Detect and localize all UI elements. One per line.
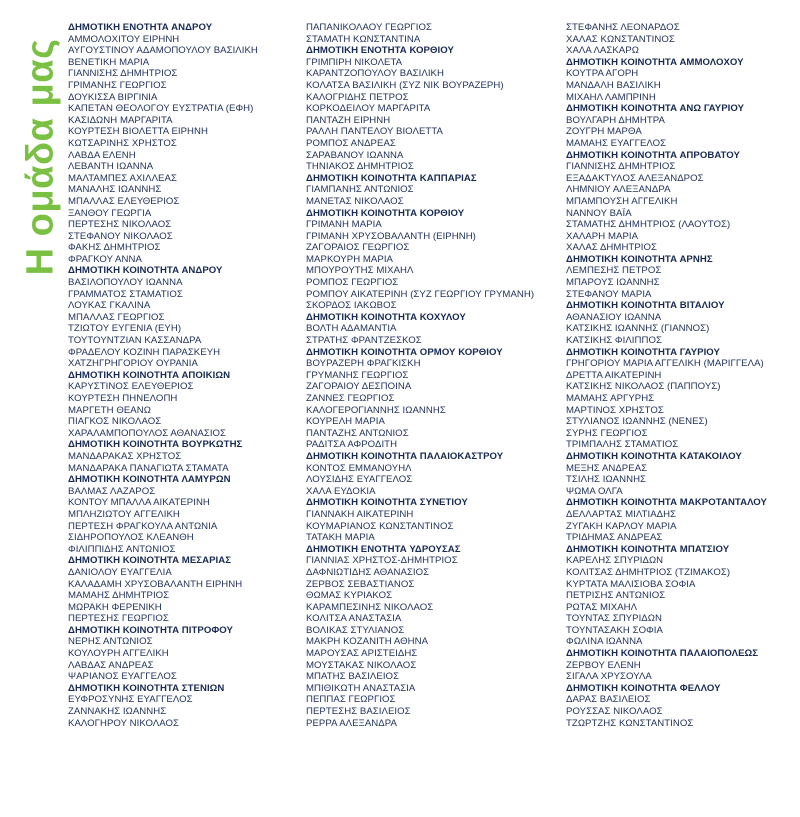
member-name: ΠΑΝΤΑΖΗΣ ΑΝΤΩΝΙΟΣ	[306, 427, 409, 439]
member-name: ΒΟΥΡΑΖΕΡΗ ΦΡΑΓΚΙΣΚΗ	[306, 358, 421, 370]
page-title: Η ομάδα μας	[19, 38, 61, 276]
member-name: ΜΠΙΘΙΚΩΤΗ ΑΝΑΣΤΑΣΙΑ	[306, 682, 416, 694]
member-name: ΣΤΕΦΑΝΟΥ ΜΑΡΙΑ	[566, 288, 652, 300]
member-name: ΜΑΜΑΗΣ ΔΗΜΗΤΡΙΟΣ	[68, 590, 170, 602]
member-name: ΠΙΑΓΚΟΣ ΝΙΚΟΛΑΟΣ	[68, 416, 162, 428]
section-heading: ΔΗΜΟΤΙΚΗ ΚΟΙΝΟΤΗΤΑ ΚΟΡΘΙΟΥ	[306, 207, 465, 219]
section-heading: ΔΗΜΟΤΙΚΗ ΚΟΙΝΟΤΗΤΑ ΚΑΠΠΑΡΙΑΣ	[306, 172, 477, 184]
member-name: ΤΗΝΙΑΚΟΣ ΔΗΜΗΤΡΙΟΣ	[306, 161, 414, 173]
member-name: ΚΑΡΥΣΤΙΝΟΣ ΕΛΕΥΘΕΡΙΟΣ	[68, 381, 194, 393]
section-heading: ΔΗΜΟΤΙΚΗ ΚΟΙΝΟΤΗΤΑ ΣΤΕΝΙΩΝ	[68, 682, 225, 694]
member-name: ΧΑΛΑΣ ΚΩΝΣΤΑΝΤΙΝΟΣ	[566, 33, 675, 45]
member-name: ΘΩΜΑΣ ΚΥΡΙΑΚΟΣ	[306, 590, 393, 602]
member-name: ΞΑΝΘΟΥ ΓΕΩΡΓΙΑ	[68, 207, 152, 219]
member-name: ΜΩΡΑΚΗ ΦΕΡΕΝΙΚΗ	[68, 601, 162, 613]
member-name: ΜΠΑΜΠΟΥΣΗ ΑΓΓΕΛΙΚΗ	[566, 195, 678, 207]
member-name: ΚΑΛΟΓΡΙΔΗΣ ΠΕΤΡΟΣ	[306, 91, 409, 103]
member-name: ΜΑΡΟΥΣΑΣ ΑΡΙΣΤΕΙΔΗΣ	[306, 648, 418, 660]
section-heading: ΔΗΜΟΤΙΚΗ ΚΟΙΝΟΤΗΤΑ ΛΑΜΥΡΩΝ	[68, 474, 231, 486]
member-name: ΡΟΜΠΟΣ ΓΕΩΡΓΙΟΣ	[306, 277, 399, 289]
member-name: ΓΡΙΜΑΝΗ ΧΡΥΣΟΒΑΛΑΝΤΗ (ΕΙΡΗΝΗ)	[306, 230, 476, 242]
names-column-1	[68, 22, 294, 729]
member-name: ΣΤΥΛΙΑΝΟΣ ΙΩΑΝΝΗΣ (ΝΕΝΕΣ)	[566, 416, 708, 428]
member-name: ΔΟΥΚΙΣΣΑ ΒΙΡΓΙΝΙΑ	[68, 91, 158, 103]
member-name: ΚΑΛΑΔΑΜΗ ΧΡΥΣΟΒΑΛΑΝΤΗ ΕΙΡΗΝΗ	[68, 578, 243, 590]
member-name: ΜΑΡΚΟΥΡΗ ΜΑΡΙΑ	[306, 253, 393, 265]
member-name: ΛΕΒΑΝΤΗ ΙΩΑΝΝΑ	[68, 161, 154, 173]
member-name: ΜΠΑΡΟΥΣ ΙΩΑΝΝΗΣ	[566, 277, 660, 289]
member-name: ΚΩΤΣΑΡΙΝΗΣ ΧΡΗΣΤΟΣ	[68, 137, 177, 149]
member-name: ΜΑΚΡΗ ΚΟΖΑΝΙΤΗ ΑΘΗΝΑ	[306, 636, 429, 648]
member-name: ΚΑΡΑΝΤΖΟΠΟΥΛΟΥ ΒΑΣΙΛΙΚΗ	[306, 68, 444, 80]
member-name: ΤΡΙΜΠΑΛΗΣ ΣΤΑΜΑΤΙΟΣ	[566, 439, 679, 451]
member-name: ΚΟΛΑΤΣΑ ΒΑΣΙΛΙΚΗ (ΣΥΖ ΝΙΚ ΒΟΥΡΑΖΕΡΗ)	[306, 79, 504, 91]
member-name: ΧΑΛΑΣ ΔΗΜΗΤΡΙΟΣ	[566, 242, 657, 254]
member-name: ΓΡΗΓΟΡΙΟΥ ΜΑΡΙΑ ΑΓΓΕΛΙΚΗ (ΜΑΡΙΓΓΕΛΑ)	[566, 358, 764, 370]
member-name: ΤΣΙΛΗΣ ΙΩΑΝΝΗΣ	[566, 474, 647, 486]
member-name: ΖΑΓΟΡΑΙΟΣ ΓΕΩΡΓΙΟΣ	[306, 242, 410, 254]
names-column-3	[566, 22, 798, 729]
member-name: ΜΠΟΥΡΟΥΤΗΣ ΜΙΧΑΗΛ	[306, 265, 414, 277]
member-name: ΦΙΛΙΠΠΙΔΗΣ ΑΝΤΩΝΙΟΣ	[68, 543, 176, 555]
section-heading: ΔΗΜΟΤΙΚΗ ΚΟΙΝΟΤΗΤΑ ΜΕΣΑΡΙΑΣ	[68, 555, 232, 567]
section-heading: ΔΗΜΟΤΙΚΗ ΚΟΙΝΟΤΗΤΑ ΠΙΤΡΟΦΟΥ	[68, 624, 233, 636]
member-name: ΚΟΥΡΤΕΣΗ ΒΙΟΛΕΤΤΑ ΕΙΡΗΝΗ	[68, 126, 208, 138]
member-name: ΦΑΚΗΣ ΔΗΜΗΤΡΙΟΣ	[68, 242, 161, 254]
member-name: ΡΕΡΡΑ ΑΛΕΞΑΝΔΡΑ	[306, 717, 397, 729]
member-name: ΧΑΛΑΡΗ ΜΑΡΙΑ	[566, 230, 639, 242]
member-name: ΖΑΝΝΑΚΗΣ ΙΩΑΝΝΗΣ	[68, 706, 167, 718]
member-name: ΚΟΥΤΡΑ ΑΓΟΡΗ	[566, 68, 639, 80]
member-name: ΖΕΡΒΟΥ ΕΛΕΝΗ	[566, 659, 641, 671]
member-name: ΚΟΛΙΤΣΑΣ ΔΗΜΗΤΡΙΟΣ (ΤΖΙΜΑΚΟΣ)	[566, 566, 731, 578]
member-name: ΠΕΠΠΑΣ ΓΕΩΡΓΙΟΣ	[306, 694, 396, 706]
section-heading: ΔΗΜΟΤΙΚΗ ΚΟΙΝΟΤΗΤΑ ΜΑΚΡΟΤΑΝΤΑΛΟΥ	[566, 497, 767, 509]
member-name: ΚΑΡΕΛΗΣ ΣΠΥΡΙΔΩΝ	[566, 555, 664, 567]
member-name: ΚΟΥΜΑΡΙΑΝΟΣ ΚΩΝΣΤΑΝΤΙΝΟΣ	[306, 520, 454, 532]
member-name: ΔΑΦΝΙΩΤΙΔΗΣ ΑΘΑΝΑΣΙΟΣ	[306, 566, 430, 578]
member-name: ΝΕΡΗΣ ΑΝΤΩΝΙΟΣ	[68, 636, 153, 648]
member-name: ΚΟΥΡΤΕΣΗ ΠΗΝΕΛΟΠΗ	[68, 393, 178, 404]
member-name: ΜΑΝΑΛΗΣ ΙΩΑΝΝΗΣ	[68, 184, 162, 196]
member-name: ΣΚΟΡΔΟΣ ΙΑΚΩΒΟΣ	[306, 300, 397, 312]
member-name: ΚΑΤΣΙΚΗΣ ΝΙΚΟΛΑΟΣ (ΠΑΠΠΟΥΣ)	[566, 381, 721, 393]
section-heading: ΔΗΜΟΤΙΚΗ ΚΟΙΝΟΤΗΤΑ ΒΟΥΡΚΩΤΗΣ	[68, 439, 243, 451]
member-name: ΣΙΔΗΡΟΠΟΥΛΟΣ ΚΛΕΑΝΘΗ	[68, 532, 194, 544]
member-name: ΓΙΑΜΠΑΝΗΣ ΑΝΤΩΝΙΟΣ	[306, 184, 414, 196]
member-name: ΜΑΝΔΑΡΑΚΑΣ ΧΡΗΣΤΟΣ	[68, 450, 182, 462]
member-name: ΡΟΜΠΟΣ ΑΝΔΡΕΑΣ	[306, 137, 396, 149]
member-name: ΓΙΑΝΝΙΣΗΣ ΔΗΜΗΤΡΙΟΣ	[68, 68, 178, 80]
member-name: ΣΤΡΑΤΗΣ ΦΡΑΝΤΖΕΣΚΟΣ	[306, 335, 422, 347]
member-name: ΕΥΦΡΟΣΥΝΗΣ ΕΥΑΓΓΕΛΟΣ	[68, 694, 193, 706]
section-heading: ΔΗΜΟΤΙΚΗ ΚΟΙΝΟΤΗΤΑ ΑΡΝΗΣ	[566, 253, 713, 265]
page-title-block	[18, 22, 63, 292]
section-heading: ΔΗΜΟΤΙΚΗ ΚΟΙΝΟΤΗΤΑ ΒΙΤΑΛΙΟΥ	[566, 300, 725, 312]
section-heading: ΔΗΜΟΤΙΚΗ ΚΟΙΝΟΤΗΤΑ ΑΠΟΙΚΙΩΝ	[68, 369, 231, 381]
member-name: ΣΑΡΑΒΑΝΟΥ ΙΩΑΝΝΑ	[306, 149, 404, 161]
member-name: ΑΘΑΝΑΣΙΟΥ ΙΩΑΝΝΑ	[566, 311, 662, 323]
member-name: ΠΕΤΡΙΣΗΣ ΑΝΤΩΝΙΟΣ	[566, 590, 666, 602]
member-name: ΓΡΑΜΜΑΤΟΣ ΣΤΑΜΑΤΙΟΣ	[68, 288, 183, 300]
member-name: ΓΡΙΜΠΙΡΗ ΝΙΚΟΛΕΤΑ	[306, 56, 403, 68]
member-name: ΡΟΜΠΟΥ ΑΙΚΑΤΕΡΙΝΗ (ΣΥΖ ΓΕΩΡΓΙΟΥ ΓΡΥΜΑΝΗ)	[306, 288, 535, 300]
member-name: ΜΠΛΗΖΙΩΤΟΥ ΑΓΓΕΛΙΚΗ	[68, 508, 180, 520]
member-name: ΕΞΑΔΑΚΤΥΛΟΣ ΑΛΕΞΑΝΔΡΟΣ	[566, 172, 704, 184]
member-name: ΤΡΙΔΗΜΑΣ ΑΝΔΡΕΑΣ	[566, 532, 663, 544]
member-name: ΜΑΜΑΗΣ ΕΥΑΓΓΕΛΟΣ	[566, 137, 667, 149]
member-name: ΤΟΥΝΤΑΣ ΣΠΥΡΙΔΩΝ	[566, 613, 662, 625]
member-name: ΑΥΓΟΥΣΤΙΝΟΥ ΑΔΑΜΟΠΟΥΛΟΥ ΒΑΣΙΛΙΚΗ	[68, 45, 258, 57]
member-name: ΨΑΡΙΑΝΟΣ ΕΥΑΓΓΕΛΟΣ	[68, 671, 177, 683]
member-name: ΖΑΝΝΕΣ ΓΕΩΡΓΙΟΣ	[306, 393, 395, 404]
member-name: ΓΙΑΝΝΙΣΗΣ ΔΗΜΗΤΡΙΟΣ	[566, 161, 676, 173]
member-name: ΚΥΡΤΑΤΑ ΜΑΛΙΣΙΟΒΑ ΣΟΦΙΑ	[566, 578, 696, 590]
member-name: ΣΤΑΜΑΤΗΣ ΔΗΜΗΤΡΙΟΣ (ΛΑΟΥΤΟΣ)	[566, 219, 731, 231]
member-name: ΜΟΥΣΤΑΚΑΣ ΝΙΚΟΛΑΟΣ	[306, 659, 417, 671]
member-name: ΚΑΠΕΤΑΝ ΘΕΟΛΟΓΟΥ ΕΥΣΤΡΑΤΙΑ (ΕΦΗ)	[68, 103, 254, 115]
member-name: ΠΕΡΤΕΣΗΣ ΓΕΩΡΓΙΟΣ	[68, 613, 169, 625]
member-name: ΔΑΡΑΣ ΒΑΣΙΛΕΙΟΣ	[566, 694, 651, 706]
member-name: ΖΥΓΑΚΗ ΚΑΡΛΟΥ ΜΑΡΙΑ	[566, 520, 677, 532]
member-name: ΤΖΙΩΤΟΥ ΕΥΓΕΝΙΑ (ΕΥΗ)	[68, 323, 182, 335]
member-name: ΒΟΥΛΓΑΡΗ ΔΗΜΗΤΡΑ	[566, 114, 665, 126]
member-name: ΤΑΤΑΚΗ ΜΑΡΙΑ	[306, 532, 375, 544]
member-name: ΜΕΞΗΣ ΑΝΔΡΕΑΣ	[566, 462, 648, 474]
member-name: ΚΟΝΤΟΥ ΜΠΑΛΛΑ ΑΙΚΑΤΕΡΙΝΗ	[68, 497, 210, 509]
member-name: ΡΟΥΣΣΑΣ ΝΙΚΟΛΑΟΣ	[566, 706, 663, 718]
member-name: ΖΟΥΓΡΗ ΜΑΡΘΑ	[566, 126, 642, 138]
member-name: ΜΑΝΔΑΡΑΚΑ ΠΑΝΑΓΙΩΤΑ ΣΤΑΜΑΤΑ	[68, 462, 229, 474]
member-name: ΦΩΛΙΝΑ ΙΩΑΝΝΑ	[566, 636, 643, 648]
member-name: ΠΕΡΤΕΣΗΣ ΝΙΚΟΛΑΟΣ	[68, 219, 172, 231]
member-name: ΛΑΒΔΑΣ ΑΝΔΡΕΑΣ	[68, 659, 154, 671]
member-name: ΜΑΛΤΑΜΠΕΣ ΑΧΙΛΛΕΑΣ	[68, 172, 177, 184]
member-name: ΧΑΛΑ ΛΑΣΚΑΡΩ	[566, 45, 639, 57]
member-name: ΜΑΡΤΙΝΟΣ ΧΡΗΣΤΟΣ	[566, 404, 664, 416]
member-name: ΜΑΝΔΑΛΗ ΒΑΣΙΛΙΚΗ	[566, 79, 661, 91]
member-name: ΧΑΛΑ ΕΥΔΟΚΙΑ	[306, 485, 376, 497]
member-name: ΤΖΩΡΤΖΗΣ ΚΩΝΣΤΑΝΤΙΝΟΣ	[566, 717, 694, 729]
member-name: ΚΟΝΤΟΣ ΕΜΜΑΝΟΥΗΛ	[306, 462, 412, 474]
section-heading: ΔΗΜΟΤΙΚΗ ΚΟΙΝΟΤΗΤΑ ΑΠΡΟΒΑΤΟΥ	[566, 149, 740, 161]
member-name: ΓΡΙΜΑΝΗΣ ΓΕΩΡΓΙΟΣ	[68, 79, 167, 91]
member-name: ΒΑΛΜΑΣ ΛΑΖΑΡΟΣ	[68, 485, 156, 497]
member-name: ΣΥΡΗΣ ΓΕΩΡΓΙΟΣ	[566, 427, 648, 439]
member-name: ΜΠΑΤΗΣ ΒΑΣΙΛΕΙΟΣ	[306, 671, 400, 683]
member-name: ΦΡΑΓΚΟΥ ΑΝΝΑ	[68, 253, 142, 265]
member-name: ΡΩΤΑΣ ΜΙΧΑΗΛ	[566, 601, 638, 613]
section-heading: ΔΗΜΟΤΙΚΗ ΕΝΟΤΗΤΑ ΑΝΔΡΟΥ	[68, 22, 213, 33]
member-name: ΖΑΓΟΡΑΙΟΥ ΔΕΣΠΟΙΝΑ	[306, 381, 412, 393]
names-column-2	[306, 22, 558, 729]
member-name: ΚΟΡΚΟΔΕΙΛΟΥ ΜΑΡΓΑΡΙΤΑ	[306, 103, 431, 115]
member-name: ΒΕΝΕΤΙΚΗ ΜΑΡΙΑ	[68, 56, 150, 68]
section-heading: ΔΗΜΟΤΙΚΗ ΚΟΙΝΟΤΗΤΑ ΓΑΥΡΙΟΥ	[566, 346, 720, 358]
member-name: ΒΟΛΤΗ ΑΔΑΜΑΝΤΙΑ	[306, 323, 397, 335]
member-name: ΜΑΜΑΗΣ ΑΡΓΥΡΗΣ	[566, 393, 655, 404]
member-name: ΠΑΠΑΝΙΚΟΛΑΟΥ ΓΕΩΡΓΙΟΣ	[306, 22, 432, 33]
member-name: ΣΤΕΦΑΝΗΣ ΛΕΟΝΑΡΔΟΣ	[566, 22, 680, 33]
member-name: ΚΑΛΟΓΕΡΟΓΙΑΝΝΗΣ ΙΩΑΝΝΗΣ	[306, 404, 446, 416]
member-name: ΜΠΑΛΛΑΣ ΓΕΩΡΓΙΟΣ	[68, 311, 165, 323]
member-name: ΛΗΜΝΙΟΥ ΑΛΕΞΑΝΔΡΑ	[566, 184, 671, 196]
section-heading: ΔΗΜΟΤΙΚΗ ΚΟΙΝΟΤΗΤΑ ΜΠΑΤΣΙΟΥ	[566, 543, 730, 555]
section-heading: ΔΗΜΟΤΙΚΗ ΕΝΟΤΗΤΑ ΚΟΡΘΙΟΥ	[306, 45, 454, 57]
member-name: ΓΡΙΜΑΝΗ ΜΑΡΙΑ	[306, 219, 382, 231]
member-name: ΓΙΑΝΝΑΚΗ ΑΙΚΑΤΕΡΙΝΗ	[306, 508, 414, 520]
member-name: ΚΑΛΟΓΗΡΟΥ ΝΙΚΟΛΑΟΣ	[68, 717, 180, 729]
member-name: ΧΑΡΑΛΑΜΠΟΠΟΥΛΟΣ ΑΘΑΝΑΣΙΟΣ	[68, 427, 227, 439]
member-name: ΓΙΑΝΝΙΑΣ ΧΡΗΣΤΟΣ-ΔΗΜΗΤΡΙΟΣ	[306, 555, 458, 567]
member-name: ΛΑΒΔΑ ΕΛΕΝΗ	[68, 149, 136, 161]
member-name: ΚΟΥΡΕΛΗ ΜΑΡΙΑ	[306, 416, 385, 428]
member-name: ΛΟΥΣΙΔΗΣ ΕΥΑΓΓΕΛΟΣ	[306, 474, 413, 486]
member-name: ΣΙΓΑΛΑ ΧΡΥΣΟΥΛΑ	[566, 671, 652, 683]
member-name: ΜΑΡΓΕΤΗ ΘΕΑΝΩ	[68, 404, 151, 416]
member-name: ΚΑΣΙΔΩΝΗ ΜΑΡΓΑΡΙΤΑ	[68, 114, 173, 126]
section-heading: ΔΗΜΟΤΙΚΗ ΚΟΙΝΟΤΗΤΑ ΣΥΝΕΤΙΟΥ	[306, 497, 468, 509]
member-name: ΡΑΔΙΤΣΑ ΑΦΡΟΔΙΤΗ	[306, 439, 398, 451]
member-name: ΡΑΛΛΗ ΠΑΝΤΕΛΟΥ ΒΙΟΛΕΤΤΑ	[306, 126, 443, 138]
section-heading: ΔΗΜΟΤΙΚΗ ΚΟΙΝΟΤΗΤΑ ΠΑΛΑΙΟΠΟΛΕΩΣ	[566, 648, 759, 660]
member-name: ΛΟΥΚΑΣ ΓΚΑΛΙΝΑ	[68, 300, 151, 312]
section-heading: ΔΗΜΟΤΙΚΗ ΚΟΙΝΟΤΗΤΑ ΦΕΛΛΟΥ	[566, 682, 721, 694]
member-name: ΜΙΧΑΗΛ ΛΑΜΠΡΙΝΗ	[566, 91, 656, 103]
member-name: ΚΑΤΣΙΚΗΣ ΙΩΑΝΝΗΣ (ΓΙΑΝΝΟΣ)	[566, 323, 710, 335]
member-name: ΣΤΕΦΑΝΟΥ ΝΙΚΟΛΑΟΣ	[68, 230, 173, 242]
section-heading: ΔΗΜΟΤΙΚΗ ΚΟΙΝΟΤΗΤΑ ΑΝΔΡΟΥ	[68, 265, 223, 277]
member-name: ΣΤΑΜΑΤΗ ΚΩΝΣΤΑΝΤΙΝΑ	[306, 33, 421, 45]
member-name: ΑΜΜΟΛΟΧΙΤΟΥ ΕΙΡΗΝΗ	[68, 33, 180, 45]
member-name: ΤΟΥΤΟΥΝΤΖΙΑΝ ΚΑΣΣΑΝΔΡΑ	[68, 335, 202, 347]
member-name: ΔΑΝΙΟΛΟΥ ΕΥΑΓΓΕΛΙΑ	[68, 566, 172, 578]
member-name: ΚΑΡΑΜΠΕΣΙΝΗΣ ΝΙΚΟΛΑΟΣ	[306, 601, 434, 613]
member-name: ΔΡΕΤΤΑ ΑΙΚΑΤΕΡΙΝΗ	[566, 369, 662, 381]
member-name: ΚΑΤΣΙΚΗΣ ΦΙΛΙΠΠΟΣ	[566, 335, 662, 347]
member-name: ΠΑΝΤΑΖΗ ΕΙΡΗΝΗ	[306, 114, 391, 126]
member-name: ΒΟΛΙΚΑΣ ΣΤΥΛΙΑΝΟΣ	[306, 624, 405, 636]
section-heading: ΔΗΜΟΤΙΚΗ ΚΟΙΝΟΤΗΤΑ ΟΡΜΟΥ ΚΟΡΘΙΟΥ	[306, 346, 503, 358]
member-name: ΛΕΜΠΕΣΗΣ ΠΕΤΡΟΣ	[566, 265, 662, 277]
section-heading: ΔΗΜΟΤΙΚΗ ΚΟΙΝΟΤΗΤΑ ΚΑΤΑΚΟΙΛΟΥ	[566, 450, 742, 462]
member-name: ΝΑΝΝΟΥ ΒΑΪΑ	[566, 207, 632, 219]
section-heading: ΔΗΜΟΤΙΚΗ ΚΟΙΝΟΤΗΤΑ ΑΜΜΟΛΟΧΟΥ	[566, 56, 744, 68]
section-heading: ΔΗΜΟΤΙΚΗ ΚΟΙΝΟΤΗΤΑ ΠΑΛΑΙΟΚΑΣΤΡΟΥ	[306, 450, 504, 462]
member-name: ΓΡΥΜΑΝΗΣ ΓΕΩΡΓΙΟΣ	[306, 369, 409, 381]
member-name: ΠΕΡΤΕΣΗ ΦΡΑΓΚΟΥΛΑ ΑΝΤΩΝΙΑ	[68, 520, 218, 532]
member-name: ΔΕΛΛΑΡΤΑΣ ΜΙΛΤΙΑΔΗΣ	[566, 508, 677, 520]
member-name: ΜΠΑΛΛΑΣ ΕΛΕΥΘΕΡΙΟΣ	[68, 195, 180, 207]
member-name: ΨΩΜΑ ΟΛΓΑ	[566, 485, 623, 497]
member-name: ΦΡΑΔΕΛΟΥ ΚΟΖΙΝΗ ΠΑΡΑΣΚΕΥΗ	[68, 346, 221, 358]
member-name: ΒΑΣΙΛΟΠΟΥΛΟΥ ΙΩΑΝΝΑ	[68, 277, 183, 289]
section-heading: ΔΗΜΟΤΙΚΗ ΚΟΙΝΟΤΗΤΑ ΚΟΧΥΛΟΥ	[306, 311, 466, 323]
member-name: ΠΕΡΤΕΣΗΣ ΒΑΣΙΛΕΙΟΣ	[306, 706, 411, 718]
member-name: ΧΑΤΖΗΓΡΗΓΟΡΙΟΥ ΟΥΡΑΝΙΑ	[68, 358, 198, 370]
section-heading: ΔΗΜΟΤΙΚΗ ΚΟΙΝΟΤΗΤΑ ΑΝΩ ΓΑΥΡΙΟΥ	[566, 103, 745, 115]
member-name: ΜΑΝΕΤΑΣ ΝΙΚΟΛΑΟΣ	[306, 195, 404, 207]
member-name: ΤΟΥΝΤΑΣΑΚΗ ΣΟΦΙΑ	[566, 624, 663, 636]
member-name: ΚΟΥΛΟΥΡΗ ΑΓΓΕΛΙΚΗ	[68, 648, 169, 660]
section-heading: ΔΗΜΟΤΙΚΗ ΕΝΟΤΗΤΑ ΥΔΡΟΥΣΑΣ	[306, 543, 461, 555]
member-name: ΚΟΛΙΤΣΑ ΑΝΑΣΤΑΣΙΑ	[306, 613, 402, 625]
member-name: ΖΕΡΒΟΣ ΣΕΒΑΣΤΙΑΝΟΣ	[306, 578, 415, 590]
